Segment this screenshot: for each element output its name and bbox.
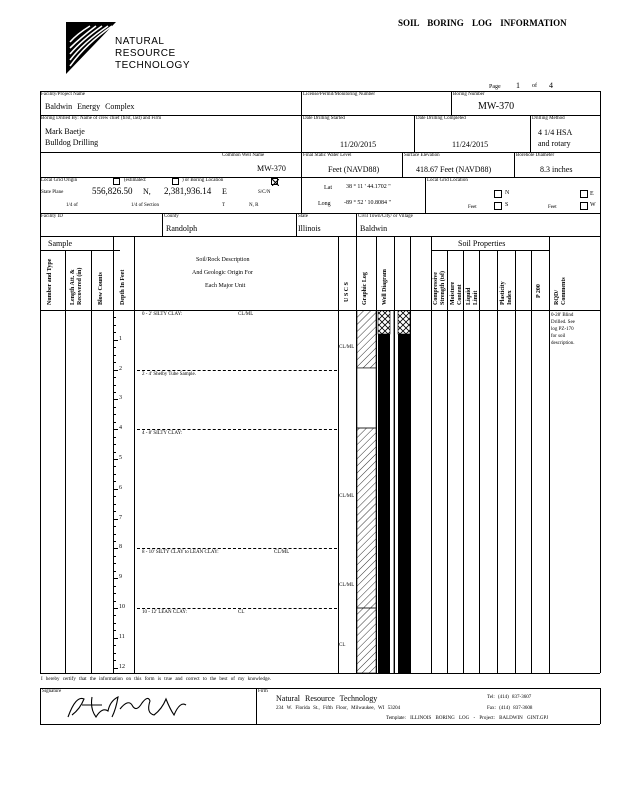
water-level-label: Final Static Water Level	[303, 153, 352, 158]
city-label: Civil Town/City/ or Village	[358, 214, 413, 219]
depth-label: 6	[119, 484, 122, 491]
south-checkbox[interactable]	[494, 202, 502, 210]
depth-tick	[114, 340, 118, 341]
depth-header: Depth In Feet	[120, 269, 126, 305]
depth-minor-tick	[114, 623, 116, 624]
well-diagram	[376, 310, 412, 673]
grid-origin-label: Local Grid Origin	[41, 178, 78, 183]
uscs-code: CL/ML	[339, 493, 355, 499]
unit-description: 10 - 12' LEAN CLAY:	[142, 610, 187, 615]
certification-text: I hereby certify that the information on this form is true and correct to the best of my knowledge.	[41, 677, 271, 682]
depth-minor-tick	[114, 660, 116, 661]
depth-minor-tick	[114, 332, 116, 333]
plasticity-header: Plasticity Index	[500, 281, 513, 305]
east-label: E	[590, 191, 594, 197]
uscs-code: CL/ML	[339, 583, 355, 589]
page-title: SOIL BORING LOG INFORMATION	[398, 18, 567, 28]
depth-minor-tick	[114, 347, 116, 348]
depth-tick	[114, 519, 118, 520]
depth-tick	[114, 370, 118, 371]
depth-minor-tick	[114, 444, 116, 445]
depth-tick	[114, 310, 118, 311]
page-label: Page	[489, 84, 501, 90]
well-diagram-header: Well Diagram	[382, 269, 388, 305]
description-header-3: Each Major Unit	[205, 283, 246, 289]
estimated-label: (estimated:	[124, 178, 147, 183]
page-number: 1	[516, 81, 520, 90]
p200-header: P 200	[536, 284, 542, 298]
depth-minor-tick	[114, 526, 116, 527]
borehole-diameter-label: Borehole Diameter	[516, 153, 555, 158]
west-checkbox[interactable]	[580, 202, 588, 210]
depth-minor-tick	[114, 541, 116, 542]
depth-tick	[114, 489, 118, 490]
township-label: T	[222, 203, 226, 208]
logo-mark-icon	[66, 22, 116, 74]
boring-number-label: Boring Number	[453, 92, 485, 97]
depth-label: 11	[119, 633, 125, 640]
depth-minor-tick	[114, 556, 116, 557]
scn-label: S/C/N	[258, 190, 271, 195]
comment-line: 0-28' Blind	[551, 313, 574, 318]
depth-minor-tick	[114, 653, 116, 654]
unit-description: 2 - 4' Shelby Tube Sample.	[142, 371, 196, 377]
firm-address: 234 W. Florida St., Fifth Floor, Milwaukee, WI 53204	[276, 706, 401, 711]
rqd-comments-header: RQD/ Comments	[554, 277, 567, 305]
local-grid-location-label: Local Grid Location	[427, 178, 468, 183]
blow-counts-header: Blow Counts	[98, 272, 104, 305]
uscs-header: U S C S	[344, 282, 350, 302]
depth-minor-tick	[114, 317, 116, 318]
depth-tick	[114, 578, 118, 579]
depth-minor-tick	[114, 593, 116, 594]
depth-minor-tick	[114, 645, 116, 646]
easting-value: 2,381,936.14	[164, 186, 212, 196]
logo	[66, 22, 190, 76]
depth-tick	[114, 399, 118, 400]
boring-location-checkbox[interactable]	[271, 178, 278, 185]
depth-minor-tick	[114, 563, 116, 564]
comment-line: log PZ-170	[551, 327, 574, 332]
depth-label: 9	[119, 574, 122, 581]
depth-label: 8	[119, 544, 122, 551]
description-header-1: Soil/Rock Description	[196, 257, 250, 263]
facility-value: Baldwin Energy Complex	[45, 102, 135, 111]
surface-elevation-value: 418.67 Feet (NAVD88)	[416, 165, 492, 174]
depth-tick	[114, 638, 118, 639]
lat-label: Lat	[324, 185, 332, 191]
west-label: W	[590, 202, 596, 208]
page-of: of	[532, 83, 537, 89]
unit-description: 4 - 8' SILTY CLAY:	[142, 431, 183, 437]
crew-firm: Bulldog Drilling	[45, 138, 99, 147]
easting-unit: E	[222, 187, 227, 196]
firm-fax: Fax: (414) 837-3608	[487, 706, 533, 711]
depth-label: 3	[119, 395, 122, 402]
depth-minor-tick	[114, 355, 116, 356]
date-started-value: 11/20/2015	[340, 140, 377, 149]
feet-label-1: Feet	[468, 205, 477, 210]
estimated-checkbox[interactable]	[113, 178, 120, 185]
logo-line-3: TECHNOLOGY	[115, 60, 191, 71]
soil-properties-header: Soil Properties	[458, 239, 506, 248]
firm-tel: Tel: (414) 837-3607	[487, 695, 532, 700]
depth-minor-tick	[114, 601, 116, 602]
facility-label: Facility/Project Name	[41, 92, 86, 97]
state-label: State	[298, 214, 308, 219]
drilling-method-value-1: 4 1/4 HSA	[538, 128, 573, 137]
unit-boundary-line	[137, 370, 337, 371]
depth-minor-tick	[114, 325, 116, 326]
depth-label: 7	[119, 514, 122, 521]
comments-block	[551, 312, 575, 347]
unit-boundary-line	[137, 429, 337, 430]
depth-label: 10	[119, 604, 125, 610]
county-value: Randolph	[166, 224, 198, 233]
depth-minor-tick	[114, 504, 116, 505]
well-name-value: MW-370	[257, 164, 286, 173]
northing-unit: N,	[143, 187, 151, 196]
compressive-header: Compressive Strength (tsf)	[433, 270, 446, 305]
signature-image	[62, 691, 192, 723]
length-header: Length Att. & Recovered (in)	[70, 267, 83, 305]
depth-minor-tick	[114, 422, 116, 423]
depth-tick	[114, 668, 118, 669]
license-label: License/Permit/Monitoring Number	[303, 92, 376, 97]
depth-label: 5	[119, 455, 122, 461]
comment-line: for soil	[551, 334, 566, 339]
south-label: S	[505, 202, 509, 208]
depth-minor-tick	[114, 586, 116, 587]
date-completed-label: Date Drilling Completed	[416, 116, 466, 121]
estimated-paren-box[interactable]	[172, 178, 179, 185]
northing-value: 556,826.50	[92, 186, 133, 196]
city-value: Baldwin	[360, 224, 388, 233]
logo-line-2: RESOURCE	[115, 48, 176, 59]
date-started-label: Date Drilling Started	[303, 116, 345, 121]
depth-label: 2	[119, 365, 122, 372]
unit-uscs-inline: CL	[238, 610, 245, 615]
depth-minor-tick	[114, 377, 116, 378]
depth-minor-tick	[114, 481, 116, 482]
boring-number-value: MW-370	[478, 101, 515, 112]
depth-minor-tick	[114, 414, 116, 415]
unit-boundary-line	[137, 608, 337, 609]
depth-tick	[114, 429, 118, 430]
firm-name: Natural Resource Technology	[276, 694, 378, 703]
depth-minor-tick	[114, 392, 116, 393]
unit-description: 0 - 2' SILTY CLAY:	[142, 312, 183, 317]
state-value: Illinois	[298, 224, 321, 233]
quarter-2-label: 1/4 of Section	[131, 203, 160, 208]
liquid-limit-header: Liquid Limit	[466, 287, 479, 305]
crew-label: Boring Drilled By: Name of crew chief (first, last) and Firm	[41, 116, 162, 121]
quarter-1-label: 1/4 of	[66, 203, 78, 208]
drilling-method-label: Drilling Method	[532, 116, 565, 121]
depth-minor-tick	[114, 452, 116, 453]
depth-tick	[114, 459, 118, 460]
depth-minor-tick	[114, 437, 116, 438]
depth-minor-tick	[114, 466, 116, 467]
water-level-value: Feet (NAVD88)	[328, 165, 380, 174]
depth-minor-tick	[114, 511, 116, 512]
depth-label: 4	[119, 425, 122, 432]
depth-tick	[114, 548, 118, 549]
long-value: -89 ° 52 ' 10.8084 "	[344, 200, 391, 206]
facility-id-label: Facility ID	[41, 214, 63, 219]
depth-minor-tick	[114, 407, 116, 408]
uscs-code: CL/ML	[339, 344, 355, 350]
description-header-2: And Geologic Origin For	[192, 270, 253, 276]
range-label: N, R	[249, 203, 259, 208]
north-checkbox[interactable]	[494, 190, 502, 198]
boring-location-label: ) or Boring Location	[182, 178, 224, 183]
uscs-code: CL	[339, 642, 346, 648]
graphic-log-header: Graphic Log	[362, 272, 368, 305]
crew-name: Mark Baetje	[45, 127, 85, 136]
firm-label: Firm	[258, 689, 268, 694]
graphic-log-hatch	[357, 310, 377, 673]
depth-label: 1	[119, 335, 122, 342]
depth-minor-tick	[114, 496, 116, 497]
comment-line: Drilled. See	[551, 320, 575, 325]
east-checkbox[interactable]	[580, 190, 588, 198]
county-label: County	[164, 214, 179, 219]
sample-header: Sample	[48, 239, 72, 248]
long-label: Long	[318, 201, 331, 207]
state-plane-label: State Plane	[41, 190, 64, 195]
north-label: N	[505, 190, 510, 196]
unit-uscs-inline: CL/ML	[274, 550, 290, 556]
well-name-label: Common Well Name	[222, 153, 265, 158]
comment-line: description.	[551, 341, 575, 346]
depth-minor-tick	[114, 571, 116, 572]
surface-elevation-label: Surface Elevation	[404, 153, 440, 158]
number-type-header: Number and Type	[47, 258, 53, 305]
depth-label: 12	[119, 663, 125, 670]
unit-boundary-line	[137, 548, 337, 549]
logo-line-1: NATURAL	[115, 36, 165, 47]
drilling-method-value-2: and rotary	[538, 139, 571, 148]
depth-minor-tick	[114, 615, 116, 616]
moisture-header: Moisture Content	[450, 281, 463, 305]
lat-value: 38 ° 11 ' 44.1702 "	[346, 184, 391, 190]
depth-minor-tick	[114, 385, 116, 386]
depth-minor-tick	[114, 630, 116, 631]
depth-minor-tick	[114, 534, 116, 535]
unit-uscs-inline: CL/ML	[238, 312, 254, 317]
template-label: Template: ILLINOIS BORING LOG - Project: BALDWIN GINT.GPJ	[386, 716, 549, 721]
depth-minor-tick	[114, 362, 116, 363]
feet-label-2: Feet	[548, 205, 557, 210]
depth-minor-tick	[114, 474, 116, 475]
depth-tick	[114, 608, 118, 609]
page-total: 4	[549, 81, 553, 90]
signature-label: Signature	[42, 689, 62, 694]
borehole-diameter-value: 8.3 inches	[540, 165, 573, 174]
unit-description: 8 - 10' SILTY CLAY to LEAN CLAY:	[142, 550, 219, 556]
date-completed-value: 11/24/2015	[452, 140, 489, 149]
